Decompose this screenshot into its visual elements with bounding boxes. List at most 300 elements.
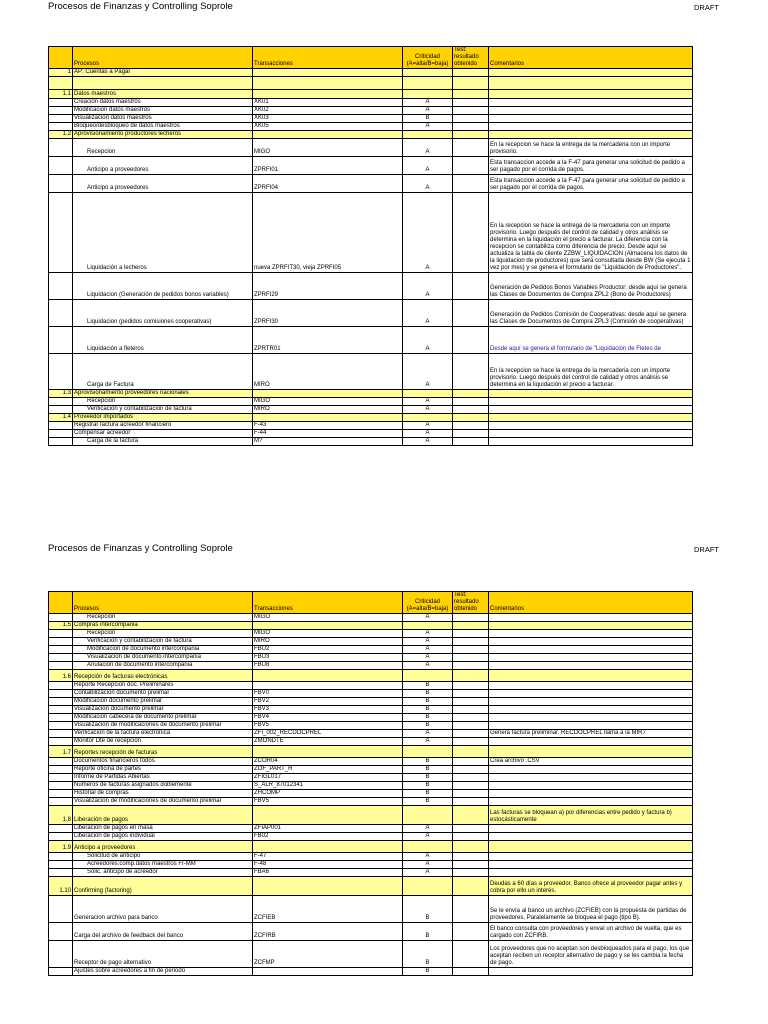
test-result [453, 414, 489, 422]
process-name: Liquidacion (Generación de pedidos bonos variables) [73, 273, 253, 300]
comment [489, 841, 693, 853]
comment [489, 90, 693, 99]
table-row [49, 175, 693, 193]
table-row [49, 825, 693, 833]
table-row [49, 646, 693, 654]
process-number [49, 774, 73, 782]
comment: En la recepcion se hace la entrega de la mercaderia con un importe provisorio. [489, 139, 693, 157]
process-name: Contabilizacion documento prelimar [73, 690, 253, 698]
process-name: Aprovisionamiento productores lecheros [73, 131, 253, 139]
comment: Genera factura preliminar. RECDOCPREL llama a la MIR7 [489, 730, 693, 738]
process-number [49, 430, 73, 438]
transaction-code: MIGO [253, 139, 403, 157]
criticality [403, 414, 453, 422]
process-number [49, 941, 73, 968]
transaction-code: FBU3 [253, 654, 403, 662]
comment: Las facturas se bloquean a) por diferencias entre pedido y factura b) estocásticamente [489, 806, 693, 825]
comment: Generación de Pedidos Bonos Variables Productor: desde aquí se genera las Clases de Documentos de Compra ZPL2 (Bono de Productores) [489, 273, 693, 300]
process-name: Informe de Partidas Abiertas [73, 774, 253, 782]
comment [489, 654, 693, 662]
test-result [453, 746, 489, 758]
comment [489, 861, 693, 869]
section-row [49, 841, 693, 853]
criticality: A [403, 638, 453, 646]
criticality: B [403, 941, 453, 968]
section-row [49, 877, 693, 896]
process-name [73, 77, 253, 90]
header-test: Test: resultado obtenido [453, 592, 489, 614]
comment [489, 722, 693, 730]
comment: Se le envía al banco un archivo (ZCFIEB) con la propuesta de partidas de proveedores. Paralelamente se bloquea el pago (tipo B). [489, 896, 693, 923]
section-row [49, 746, 693, 758]
comment [489, 99, 693, 107]
process-number [49, 923, 73, 941]
test-result [453, 730, 489, 738]
process-name: Recepción de facturas electrónicas [73, 670, 253, 682]
process-name: Modificacion cabecera de documento prelimar [73, 714, 253, 722]
test-result [453, 853, 489, 861]
criticality: B [403, 714, 453, 722]
transaction-code: ZPRFI30 [253, 300, 403, 327]
criticality: A [403, 614, 453, 622]
test-result [453, 406, 489, 414]
header-transacciones: Transacciones [253, 592, 403, 614]
process-number [49, 766, 73, 774]
process-name: Modificacion documento prelimar [73, 698, 253, 706]
transaction-code: ZHCOMP [253, 790, 403, 798]
test-result [453, 841, 489, 853]
process-name: Visualizacion datos maestros [73, 115, 253, 123]
process-number [49, 790, 73, 798]
table-row [49, 896, 693, 923]
process-name: Compras intercompania [73, 622, 253, 630]
criticality: A [403, 300, 453, 327]
test-result [453, 806, 489, 825]
process-number [49, 853, 73, 861]
criticality: A [403, 738, 453, 746]
table-row [49, 630, 693, 638]
criticality [403, 131, 453, 139]
comment [489, 390, 693, 398]
process-number [49, 758, 73, 766]
test-result [453, 774, 489, 782]
header-test: Test: resultado obtenido [453, 47, 489, 69]
transaction-code [253, 622, 403, 630]
table-row [49, 654, 693, 662]
comment [489, 682, 693, 690]
transaction-code: FBV5 [253, 722, 403, 730]
table-row [49, 714, 693, 722]
test-result [453, 833, 489, 841]
criticality: A [403, 825, 453, 833]
comment [489, 790, 693, 798]
process-name: Anulacion de documento intercompania [73, 662, 253, 670]
process-name: Receptor de pago alternativo [73, 941, 253, 968]
criticality [403, 841, 453, 853]
test-result [453, 630, 489, 638]
process-number [49, 115, 73, 123]
transaction-code [253, 69, 403, 77]
table-row [49, 698, 693, 706]
header-comentarios: Comentarios [489, 592, 693, 614]
transaction-code: XK02 [253, 107, 403, 115]
transaction-code: ZCFMP [253, 941, 403, 968]
table-header-row [49, 47, 693, 69]
criticality [403, 90, 453, 99]
process-name: Liberacion de pagos en masa [73, 825, 253, 833]
comment [489, 670, 693, 682]
test-result [453, 646, 489, 654]
process-number [49, 614, 73, 622]
test-result [453, 738, 489, 746]
test-result [453, 115, 489, 123]
process-name: Visualizacion de documento intercompania [73, 654, 253, 662]
table-row [49, 438, 693, 446]
process-number [49, 833, 73, 841]
header-comentarios: Comentarios [489, 47, 693, 69]
criticality: A [403, 139, 453, 157]
transaction-code: FBV0 [253, 690, 403, 698]
table-row [49, 853, 693, 861]
process-name: Modificacion de documento intercompania [73, 646, 253, 654]
transaction-code [253, 390, 403, 398]
criticality: A [403, 869, 453, 877]
process-number [49, 99, 73, 107]
test-result [453, 722, 489, 730]
process-name: Proveedor importados [73, 414, 253, 422]
criticality [403, 69, 453, 77]
process-name: Modificacion datos maestros [73, 107, 253, 115]
comment [489, 430, 693, 438]
transaction-code: FBU2 [253, 646, 403, 654]
table-row [49, 662, 693, 670]
process-number [49, 406, 73, 414]
criticality: B [403, 896, 453, 923]
comment: En la recepcion se hace la entrega de la mercaderia con un importe provisorio. Luego después del control de calidad y otros análisis se determina en la liquidación el precio a facturar. [489, 354, 693, 390]
test-result [453, 123, 489, 131]
comment [489, 115, 693, 123]
criticality: B [403, 690, 453, 698]
criticality: A [403, 646, 453, 654]
table-row [49, 107, 693, 115]
transaction-code: MIRO [253, 354, 403, 390]
comment [489, 422, 693, 430]
criticality: B [403, 722, 453, 730]
process-number: 1.6 [49, 670, 73, 682]
draft-label-2: DRAFT [694, 545, 719, 554]
header-procesos: Procesos [73, 47, 253, 69]
process-number [49, 273, 73, 300]
header-num [49, 47, 73, 69]
transaction-code: ZOF_PART_R [253, 766, 403, 774]
process-name: Anticipo a proveedores [73, 841, 253, 853]
process-number: 1.10 [49, 877, 73, 896]
process-name: Liquidación a lecheros [73, 193, 253, 273]
process-name: Datos maestros [73, 90, 253, 99]
process-number [49, 690, 73, 698]
comment: Deudas a 60 días a proveedor. Banco ofrece al proveedor pagar antes y cobra por ello un interés. [489, 877, 693, 896]
comment [489, 782, 693, 790]
criticality: A [403, 175, 453, 193]
test-result [453, 107, 489, 115]
section-row [49, 90, 693, 99]
table-row [49, 923, 693, 941]
criticality [403, 390, 453, 398]
test-result [453, 714, 489, 722]
process-number [49, 698, 73, 706]
table-row [49, 861, 693, 869]
process-name: Reporte oficina de partes [73, 766, 253, 774]
process-number [49, 123, 73, 131]
transaction-code: FBV4 [253, 714, 403, 722]
table-row [49, 706, 693, 714]
table-row [49, 730, 693, 738]
process-name: Recepcion [73, 139, 253, 157]
comment: Crea archivo .CSV [489, 758, 693, 766]
process-number: 1.7 [49, 746, 73, 758]
table-row [49, 782, 693, 790]
test-result [453, 941, 489, 968]
page-title-2: Procesos de Finanzas y Controlling Soprole [48, 543, 233, 554]
comment: Generación de Pedidos Comisión de Cooperativas: desde aquí se genera las Clases de Documentos de Compra ZPL3 (Comisión de cooperativas) [489, 300, 693, 327]
process-name: Verificacion y contabilizacion de factura [73, 638, 253, 646]
criticality: A [403, 406, 453, 414]
process-name: Carga de Factura [73, 354, 253, 390]
table-header-row [49, 592, 693, 614]
process-number [49, 300, 73, 327]
comment: En la recepcion se hace la entrega de la mercaderia con un importe provisorio. Luego después del control de calidad y otros análisis se determina en la liquidación el precio a facturar. La diferencia con la recepcion se contabiliza como diferencia de precio. Desde aquí se actualiza la tabla de cliente ZZBW_LIQUIDACION (Almacena los datos de la liquidacion de productores) que será consultada desde BW (Se ejecuta 1 vez por mes) y se genera el formulario de "Liquidación de Productores". [489, 193, 693, 273]
process-number [49, 327, 73, 354]
process-number [49, 193, 73, 273]
table-row [49, 354, 693, 390]
process-name: Monitor Dte de recepcion [73, 738, 253, 746]
process-number [49, 422, 73, 430]
process-name: Anticipo a proveedores [73, 157, 253, 175]
test-result [453, 398, 489, 406]
criticality: A [403, 107, 453, 115]
process-number [49, 869, 73, 877]
header-criticidad: Criticidad (A=alta/B=baja) [403, 592, 453, 614]
process-name: Aprovisionamiento proveedores nacionales [73, 390, 253, 398]
comment [489, 414, 693, 422]
table-row [49, 139, 693, 157]
transaction-code: FBV3 [253, 706, 403, 714]
comment [489, 774, 693, 782]
comment [489, 123, 693, 131]
criticality: A [403, 861, 453, 869]
test-result [453, 622, 489, 630]
comment [489, 825, 693, 833]
process-name: Numeros de facturas asignados doblemente [73, 782, 253, 790]
process-name: Registrar factura acreedor financiero [73, 422, 253, 430]
test-result [453, 690, 489, 698]
process-name: Liquidación a fleteros [73, 327, 253, 354]
process-number: 1 [49, 69, 73, 77]
table-row [49, 273, 693, 300]
process-number: 1.2 [49, 131, 73, 139]
table-row [49, 722, 693, 730]
process-name: Recepcion [73, 630, 253, 638]
criticality: B [403, 758, 453, 766]
test-result [453, 273, 489, 300]
criticality: B [403, 706, 453, 714]
criticality: A [403, 354, 453, 390]
comment [489, 406, 693, 414]
comment [489, 69, 693, 77]
page-title-1: Procesos de Finanzas y Controlling Soprole [48, 1, 233, 12]
process-number: 1.4 [49, 414, 73, 422]
criticality: B [403, 968, 453, 976]
table-row [49, 422, 693, 430]
criticality: A [403, 157, 453, 175]
process-name: Visualizacion de modificaciones de documento prelimar [73, 722, 253, 730]
criticality: A [403, 630, 453, 638]
criticality: A [403, 853, 453, 861]
transaction-code [253, 968, 403, 976]
transaction-code [253, 414, 403, 422]
comment [489, 131, 693, 139]
transaction-code [253, 131, 403, 139]
comment [489, 714, 693, 722]
process-name: Visualizacion documento prelimar [73, 706, 253, 714]
comment [489, 622, 693, 630]
comment [489, 833, 693, 841]
table-row [49, 766, 693, 774]
process-number [49, 654, 73, 662]
test-result [453, 300, 489, 327]
table-row [49, 157, 693, 175]
transaction-code: FBA6 [253, 869, 403, 877]
transaction-code: XK05 [253, 123, 403, 131]
criticality [403, 806, 453, 825]
process-number: 1.3 [49, 390, 73, 398]
transaction-code: ZPRFI29 [253, 273, 403, 300]
table-row [49, 833, 693, 841]
process-number [49, 139, 73, 157]
table-row [49, 398, 693, 406]
process-number [49, 730, 73, 738]
process-name: Compensar acreedor [73, 430, 253, 438]
comment: El banco consulta con proveedores y envaí un archivo de vuelta, que es cargado con ZCFIRB. [489, 923, 693, 941]
test-result [453, 825, 489, 833]
criticality: A [403, 438, 453, 446]
criticality: B [403, 782, 453, 790]
process-name: Carga del archivo de feedback del banco [73, 923, 253, 941]
criticality: A [403, 273, 453, 300]
comment [489, 706, 693, 714]
process-number [49, 714, 73, 722]
comment [489, 630, 693, 638]
transaction-code: MIRO [253, 638, 403, 646]
test-result [453, 698, 489, 706]
criticality [403, 877, 453, 896]
process-name: Liberacion de pagos individual [73, 833, 253, 841]
test-result [453, 430, 489, 438]
process-number [49, 782, 73, 790]
table-row [49, 758, 693, 766]
transaction-code [253, 746, 403, 758]
comment: Esta transaccion accede a la F-47 para generar una solicitud de pedido a ser pagado por el corrida de pagos. [489, 175, 693, 193]
table-row [49, 614, 693, 622]
transaction-code: F-44 [253, 430, 403, 438]
test-result [453, 139, 489, 157]
test-result [453, 782, 489, 790]
process-number [49, 438, 73, 446]
transaction-code: MIGO [253, 630, 403, 638]
process-name: Creacion datos maestros [73, 99, 253, 107]
table-row [49, 941, 693, 968]
process-number [49, 798, 73, 806]
criticality: A [403, 833, 453, 841]
comment [489, 646, 693, 654]
table-row [49, 327, 693, 354]
process-number: 1.1 [49, 90, 73, 99]
table-row [49, 738, 693, 746]
transaction-code [253, 682, 403, 690]
criticality: B [403, 790, 453, 798]
transaction-code: ZPRFI04 [253, 175, 403, 193]
test-result [453, 327, 489, 354]
process-name: Generacion archivo para banco [73, 896, 253, 923]
transaction-code: F-43 [253, 422, 403, 430]
section-row [49, 806, 693, 825]
transaction-code [253, 877, 403, 896]
test-result [453, 706, 489, 714]
criticality [403, 622, 453, 630]
test-result [453, 422, 489, 430]
test-result [453, 869, 489, 877]
comment [489, 398, 693, 406]
table-row [49, 115, 693, 123]
process-number [49, 738, 73, 746]
table-body-2 [49, 592, 693, 976]
comment: Esta transaccion accede a la F-47 para generar una solicitud de pedido a ser pagado por el corrida de pagos. [489, 157, 693, 175]
criticality: A [403, 730, 453, 738]
transaction-code: M? [253, 438, 403, 446]
process-number: 1.8 [49, 806, 73, 825]
test-result [453, 654, 489, 662]
table-row [49, 798, 693, 806]
test-result [453, 438, 489, 446]
test-result [453, 877, 489, 896]
criticality: B [403, 682, 453, 690]
comment [489, 638, 693, 646]
criticality: B [403, 766, 453, 774]
section-row [49, 131, 693, 139]
criticality: A [403, 123, 453, 131]
comment [489, 968, 693, 976]
criticality: A [403, 430, 453, 438]
process-name: Solicitud de anticipo [73, 853, 253, 861]
criticality [403, 77, 453, 90]
process-number [49, 722, 73, 730]
transaction-code: FBU8 [253, 662, 403, 670]
comment [489, 614, 693, 622]
process-number [49, 638, 73, 646]
process-table-1 [48, 46, 693, 446]
test-result [453, 923, 489, 941]
criticality: A [403, 99, 453, 107]
transaction-code [253, 841, 403, 853]
process-number: 1.9 [49, 841, 73, 853]
table-row [49, 406, 693, 414]
criticality [403, 746, 453, 758]
criticality: A [403, 662, 453, 670]
criticality: A [403, 193, 453, 273]
transaction-code: FBV2 [253, 698, 403, 706]
transaction-code: ZCOR04 [253, 758, 403, 766]
section-row [49, 77, 693, 90]
